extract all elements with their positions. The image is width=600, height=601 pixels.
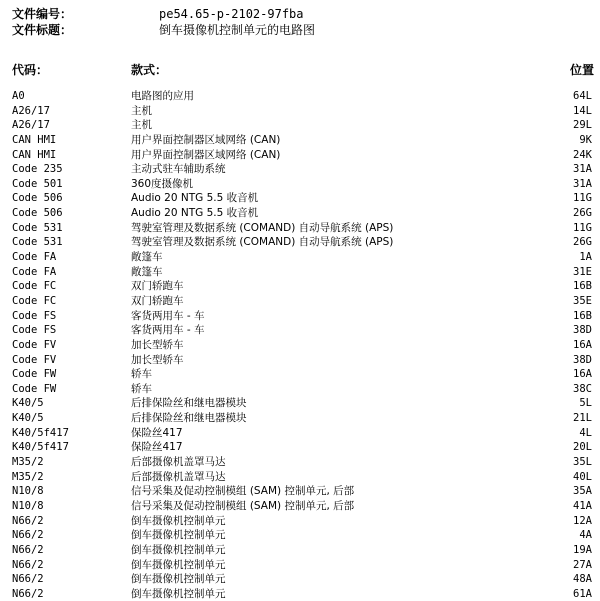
table-row (0, 396, 600, 411)
row-position: 19A (573, 543, 592, 556)
table-row (0, 118, 600, 133)
table-row (0, 221, 600, 236)
table-row (0, 265, 600, 280)
row-position: 29L (573, 119, 592, 132)
row-code: Code 531 (12, 236, 63, 249)
row-code: A0 (12, 90, 25, 102)
table-row (0, 543, 600, 558)
row-model: 主动式驻车辅助系统 (131, 163, 226, 176)
row-code: Code FV (12, 338, 57, 351)
row-model: 双门轿跑车 (131, 280, 184, 293)
table-row (0, 235, 600, 250)
row-code: N66/2 (12, 558, 44, 571)
row-position: 9K (579, 133, 592, 146)
row-model: 驾驶室管理及数据系统 (COMAND) 自动导航系统 (APS) (131, 236, 394, 249)
row-position: 11G (573, 192, 592, 205)
table-row (0, 309, 600, 324)
row-model: 加长型轿车 (131, 338, 184, 351)
row-code: Code FS (12, 324, 57, 337)
table-row (0, 177, 600, 192)
row-position: 21L (573, 412, 592, 425)
row-code: Code FV (12, 353, 57, 366)
row-model: 敞篷车 (131, 265, 163, 278)
component-table (0, 89, 600, 601)
row-model: 用户界面控制器区域网络 (CAN) (131, 148, 281, 161)
row-position: 4A (579, 529, 592, 542)
table-row (0, 104, 600, 119)
row-model: 后部摄像机盖罩马达 (131, 470, 226, 483)
row-model: 信号采集及促动控制模组 (SAM) 控制单元, 后部 (131, 499, 355, 512)
row-model: 保险丝417 (131, 441, 183, 454)
row-position: 40L (573, 470, 592, 483)
table-row (0, 528, 600, 543)
document-number-label: 文件编号： (12, 7, 73, 21)
row-model: 倒车摄像机控制单元 (131, 587, 226, 600)
table-row (0, 440, 600, 455)
row-code: N10/8 (12, 485, 44, 498)
row-model: 驾驶室管理及数据系统 (COMAND) 自动导航系统 (APS) (131, 221, 394, 234)
table-row (0, 323, 600, 338)
row-position: 16A (573, 338, 592, 351)
row-code: A26/17 (12, 104, 50, 117)
document-title-label: 文件标题： (12, 23, 73, 37)
table-row (0, 558, 600, 573)
row-code: N10/8 (12, 499, 44, 512)
row-model: 主机 (131, 104, 152, 117)
row-model: 主机 (131, 119, 152, 132)
row-code: CAN HMI (12, 133, 57, 146)
row-position: 35L (573, 456, 592, 469)
row-position: 38C (573, 382, 592, 395)
row-position: 1A (579, 251, 592, 264)
table-row (0, 250, 600, 265)
table-header (0, 62, 600, 78)
row-code: N66/2 (12, 514, 44, 527)
row-position: 11G (573, 221, 592, 234)
row-position: 31A (573, 163, 592, 176)
row-code: Code 235 (12, 163, 63, 176)
row-code: Code FA (12, 251, 57, 264)
header-position: 位置 (570, 63, 595, 77)
table-row (0, 499, 600, 514)
row-code: Code 506 (12, 207, 63, 220)
table-row (0, 353, 600, 368)
row-code: M35/2 (12, 456, 44, 469)
table-row (0, 587, 600, 601)
row-code: N66/2 (12, 587, 44, 600)
row-model: Audio 20 NTG 5.5 收音机 (131, 192, 259, 205)
row-position: 14L (573, 104, 592, 117)
table-row (0, 191, 600, 206)
table-row (0, 411, 600, 426)
row-model: 保险丝417 (131, 426, 183, 439)
table-row (0, 426, 600, 441)
table-row (0, 338, 600, 353)
row-position: 35A (573, 485, 592, 498)
header-model: 款式： (131, 63, 168, 77)
table-row (0, 294, 600, 309)
row-model: 倒车摄像机控制单元 (131, 543, 226, 556)
document-number-value: pe54.65-p-2102-97fba (159, 7, 304, 21)
row-model: 加长型轿车 (131, 353, 184, 366)
row-code: CAN HMI (12, 148, 57, 161)
row-model: 后部摄像机盖罩马达 (131, 456, 226, 469)
table-row (0, 470, 600, 485)
row-code: K40/5f417 (12, 441, 69, 454)
table-row (0, 455, 600, 470)
row-code: Code FC (12, 294, 57, 307)
row-model: 信号采集及促动控制模组 (SAM) 控制单元, 后部 (131, 485, 355, 498)
row-position: 16A (573, 368, 592, 381)
row-model: 后排保险丝和继电器模块 (131, 397, 247, 410)
row-model: 倒车摄像机控制单元 (131, 529, 226, 542)
document-title-value: 倒车摄像机控制单元的电路图 (159, 23, 316, 37)
table-row (0, 514, 600, 529)
row-position: 4L (579, 426, 592, 439)
row-code: Code FS (12, 309, 57, 322)
row-model: 倒车摄像机控制单元 (131, 514, 226, 527)
row-position: 41A (573, 499, 592, 512)
row-position: 24K (573, 148, 592, 161)
row-position: 5L (579, 397, 592, 410)
row-code: M35/2 (12, 470, 44, 483)
row-position: 48A (573, 573, 592, 586)
row-position: 27A (573, 558, 592, 571)
row-code: A26/17 (12, 119, 50, 132)
row-model: 后排保险丝和继电器模块 (131, 412, 247, 425)
table-row (0, 484, 600, 499)
table-row (0, 279, 600, 294)
row-model: 倒车摄像机控制单元 (131, 573, 226, 586)
row-code: Code 506 (12, 192, 63, 205)
row-position: 20L (573, 441, 592, 454)
row-position: 64L (573, 90, 592, 102)
row-position: 31E (573, 265, 592, 278)
table-row (0, 133, 600, 148)
row-model: 敞篷车 (131, 251, 163, 264)
row-model: 客货两用车 - 车 (131, 309, 205, 322)
row-model: 双门轿跑车 (131, 294, 184, 307)
row-position: 38D (573, 324, 592, 337)
row-code: K40/5 (12, 412, 44, 425)
table-row (0, 367, 600, 382)
row-position: 61A (573, 587, 592, 600)
row-code: N66/2 (12, 543, 44, 556)
row-code: N66/2 (12, 573, 44, 586)
row-model: Audio 20 NTG 5.5 收音机 (131, 207, 259, 220)
row-code: K40/5 (12, 397, 44, 410)
row-position: 38D (573, 353, 592, 366)
row-model: 轿车 (131, 368, 152, 381)
row-code: K40/5f417 (12, 426, 69, 439)
header-code: 代码： (12, 63, 49, 77)
row-position: 12A (573, 514, 592, 527)
row-model: 用户界面控制器区域网络 (CAN) (131, 133, 281, 146)
row-position: 16B (573, 309, 592, 322)
row-model: 客货两用车 - 车 (131, 324, 205, 337)
row-position: 35E (573, 294, 592, 307)
table-row (0, 89, 600, 104)
table-row (0, 382, 600, 397)
table-row (0, 148, 600, 163)
table-row (0, 162, 600, 177)
row-code: Code FC (12, 280, 57, 293)
row-model: 电路图的应用 (131, 90, 194, 102)
row-model: 轿车 (131, 382, 152, 395)
row-position: 26G (573, 236, 592, 249)
row-position: 16B (573, 280, 592, 293)
row-position: 31A (573, 177, 592, 190)
row-position: 26G (573, 207, 592, 220)
table-row (0, 206, 600, 221)
row-model: 倒车摄像机控制单元 (131, 558, 226, 571)
row-code: N66/2 (12, 529, 44, 542)
table-row (0, 572, 600, 587)
row-code: Code FW (12, 382, 57, 395)
row-code: Code 501 (12, 177, 63, 190)
row-code: Code 531 (12, 221, 63, 234)
row-code: Code FA (12, 265, 57, 278)
row-code: Code FW (12, 368, 57, 381)
row-model: 360度摄像机 (131, 177, 194, 190)
